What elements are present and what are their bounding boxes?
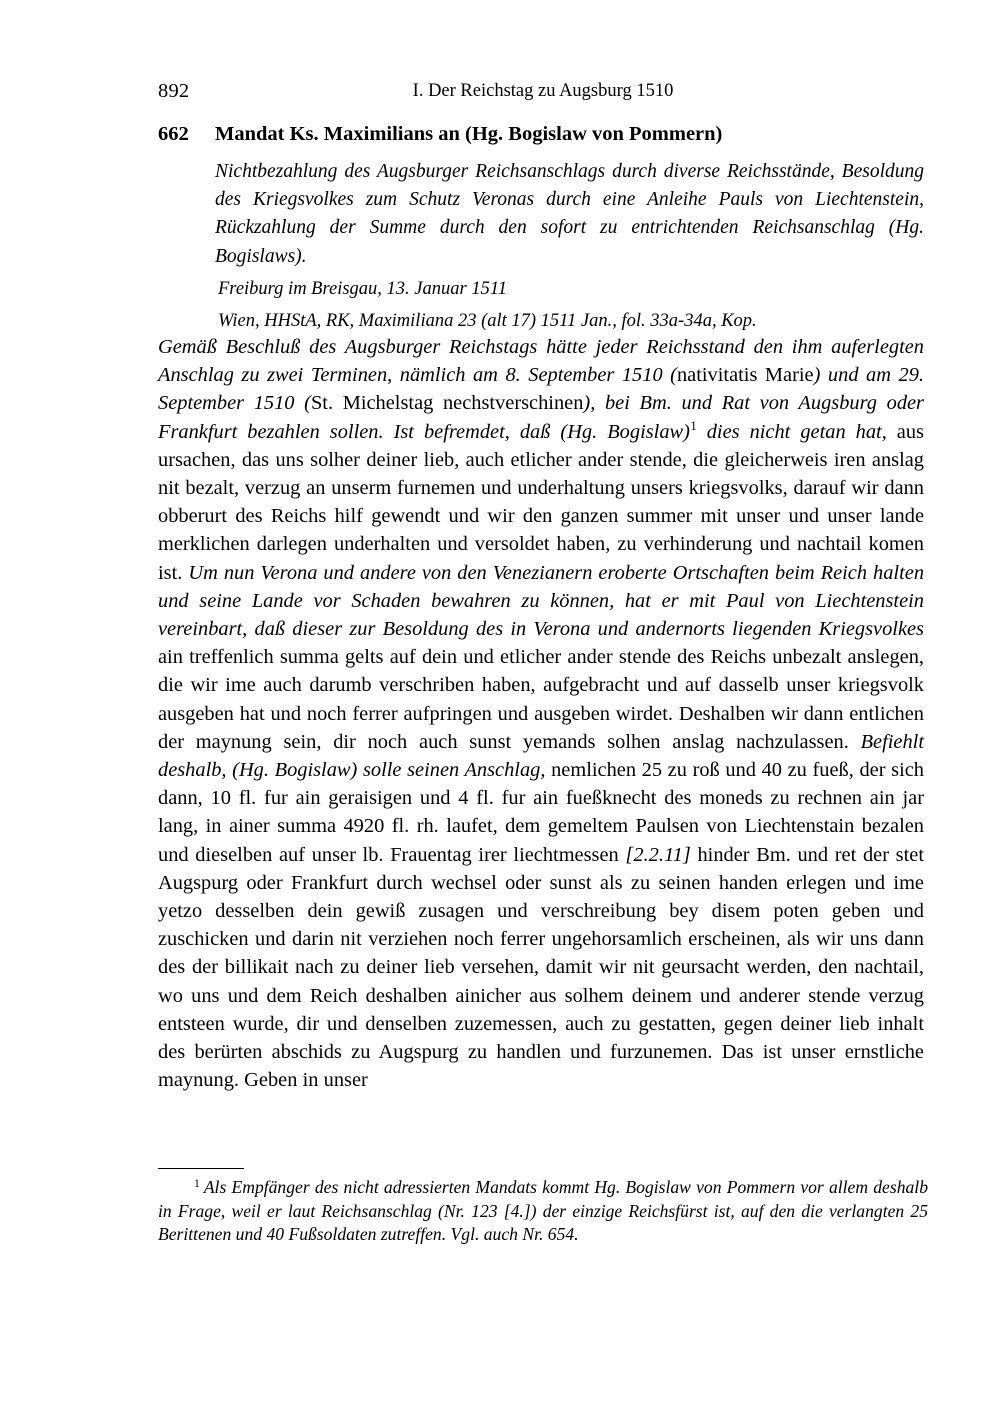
running-head-title: I. Der Reichstag zu Augsburg 1510: [412, 81, 674, 101]
footnote-1: [158, 1176, 928, 1247]
document-body: [158, 333, 924, 1094]
body-roman-segment: hinder Bm. und ret der stet Augspurg oder Frankfurt durch wechsel oder sunst als zu seinen handen erlegen und ime yetzo desselben dein gewiß zusagen und verschreibung bey disem poten geben und zuschicken und darin nit verziehen noch ferrer ungehorsamlich erscheinen, als wir uns dann des der billikait nach zu deiner lieb versehen, damit wir nit geursacht werden, den nachtail, wo uns und dem Reich deshalben ainicher aus solhem deinem und anderer stende verzug entsteen wurde, dir und denselben zuzemessen, auch zu gestatten, gegen deiner lieb inhalt des berürten abschids zu Augspurg zu handlen und furzunemen. Das ist unser ernstliche maynung. Geben in unser: [158, 843, 924, 1092]
body-roman-segment: St. Michelstag nechstverschinen: [310, 392, 584, 415]
footnote-number: 1: [194, 1176, 200, 1190]
body-roman-segment: nativitatis Marie: [676, 364, 814, 387]
archive-reference: Wien, HHStA, RK, Maximiliana 23 (alt 17) 1511 Jan., fol. 33a-34a, Kop.: [218, 310, 757, 331]
regest-summary: Nichtbezahlung des Augsburger Reichsanschlags durch diverse Reichsstände, Besoldung des Kriegsvolkes zum Schutz Veronas durch eine Anleihe Pauls von Liechtenstein, Rückzahlung der Summe durch den sofort zu entrichtenden Reichsanschlag (Hg. Bogislaws).: [215, 161, 924, 267]
footnote-separator-rule: [158, 1168, 244, 1169]
dateline: Freiburg im Breisgau, 13. Januar 1511: [218, 278, 507, 299]
body-italic-segment: Gemäß Beschluß des Augsburger Reichstags hätte jeder Reichsstand den ihm auferlegten Anschlag zu zwei Terminen, nämlich am 8. September 1510 (: [158, 336, 924, 387]
regest-block: [215, 158, 924, 335]
footnote-marker: 1: [690, 419, 697, 434]
body-roman-segment: ain treffenlich summa gelts auf dein und etlicher ander stende des Reichs unbezalt anslegen, die wir ime auch darumb verschriben haben, aufgebracht und auf dasselb unser kriegsvolk ausgeben hat und noch ferrer aufpringen und ausgeben wirdet. Deshalben wir dann entlichen der maynung sein, dir noch auch sunst yemands solhen anslag nachzulassen.: [158, 646, 924, 753]
body-italic-segment: Befiehlt deshalb, (Hg. Bogislaw) solle seinen Anschlag,: [158, 730, 924, 782]
document-heading: [158, 120, 924, 148]
body-roman-segment: aus ursachen, das uns solher deiner lieb, auch etlicher ander stende, die gleicherweis iren anslag nit bezalt, verzug an unserm furnemen und underhaltung unsers kriegsvolks, darauf wir dann obberurt des Reichs hilf gewendt und wir den ganzen summer mit unser und unser lande merklichen darlegen underhalten und versoldet haben, zu verhinderung und nachtail komen ist.: [158, 420, 924, 584]
document-number: 662: [158, 123, 189, 145]
body-italic-segment: Um nun Verona und andere von den Venezianern eroberte Ortschaften beim Reich halten und seine Lande vor Schaden bewahren zu können, hat er mit Paul von Liechtenstein vereinbart, daß dieser zur Besoldung des in Verona und andernorts liegenden Kriegsvolkes: [158, 561, 925, 641]
body-italic-segment: ), bei Bm. und Rat von Augsburg oder Frankfurt bezahlen sollen. Ist befremdet, daß (Hg. Bogislaw): [158, 392, 924, 443]
body-italic-segment: ) und am 29. September 1510 (: [158, 364, 924, 415]
body-roman-segment: nemlichen 25 zu roß und 40 zu fueß, der sich dann, 10 fl. fur ain geraisigen und 4 fl. fur ain fueßknecht des moneds zu rechnen ain jar lang, in ainer summa 4920 fl. rh. laufet, dem gemeltem Paulsen von Liechtenstain bezalen und dieselben auf unser lb. Frauentag irer liechtmessen: [158, 759, 925, 866]
footnote-area: [158, 1168, 928, 1247]
body-italic-segment: [2.2.11]: [625, 843, 691, 866]
running-header: [158, 78, 924, 104]
page-number: 892: [158, 80, 190, 102]
body-italic-segment: dies nicht getan hat,: [696, 420, 887, 443]
document-title: Mandat Ks. Maximilians an (Hg. Bogislaw von Pommern): [215, 123, 723, 145]
footnote-text: Als Empfänger des nicht adressierten Mandats kommt Hg. Bogislaw von Pommern vor allem deshalb in Frage, weil er laut Reichsanschlag (Nr. 123 [4.]) der einzige Reichsfürst ist, auf den die verlangten 25 Berittenen und 40 Fußsoldaten zutreffen. Vgl. auch Nr. 654.: [158, 1177, 928, 1245]
